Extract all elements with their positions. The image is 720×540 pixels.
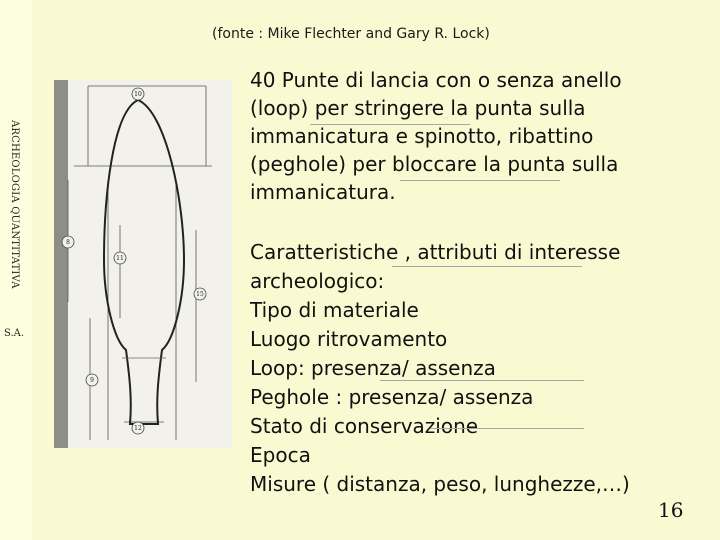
figure-label-15: 15 [196, 291, 204, 298]
features-heading-line1: Caratteristiche , attributi di interesse [250, 240, 621, 264]
scan-background [54, 80, 232, 448]
figure-label-10: 10 [134, 91, 142, 98]
side-course-title: ARCHEOLOGIA QUANTITATIVA [9, 120, 20, 289]
underline-loop-item [380, 380, 584, 381]
feature-item-loop: Loop: presenza/ assenza [250, 356, 496, 380]
underline-conservation-item [430, 428, 584, 429]
feature-item-measures: Misure ( distanza, peso, lunghezze,…) [250, 472, 630, 496]
features-heading-line2: archeologico: [250, 269, 385, 293]
spearhead-drawing [54, 80, 232, 448]
feature-item-material: Tipo di materiale [250, 298, 419, 322]
figure-label-8: 8 [66, 239, 70, 246]
source-citation: (fonte : Mike Flechter and Gary R. Lock) [212, 26, 490, 42]
features-block [250, 238, 690, 499]
underline-heading [392, 266, 582, 267]
intro-paragraph: 40 Punte di lancia con o senza anello (loop) per stringere la punta sulla immanicatura e spinotto, ribattino (peghole) per bloccare la punta sulla immanicatura. [250, 68, 622, 204]
figure-label-11: 11 [116, 255, 124, 262]
underline-peghole [400, 180, 560, 181]
feature-item-peghole: Peghole : presenza/ assenza [250, 385, 534, 409]
figure-label-12: 12 [134, 425, 142, 432]
underline-loop [310, 124, 470, 125]
spearhead-diagram [54, 80, 232, 448]
page-number: 16 [658, 498, 684, 522]
feature-item-location: Luogo ritrovamento [250, 327, 448, 351]
feature-item-epoch: Epoca [250, 443, 311, 467]
side-author-initials: S.A. [4, 328, 25, 339]
scan-shadow-edge [54, 80, 68, 448]
feature-item-conservation: Stato di conservazione [250, 414, 479, 438]
figure-label-9: 9 [90, 377, 94, 384]
